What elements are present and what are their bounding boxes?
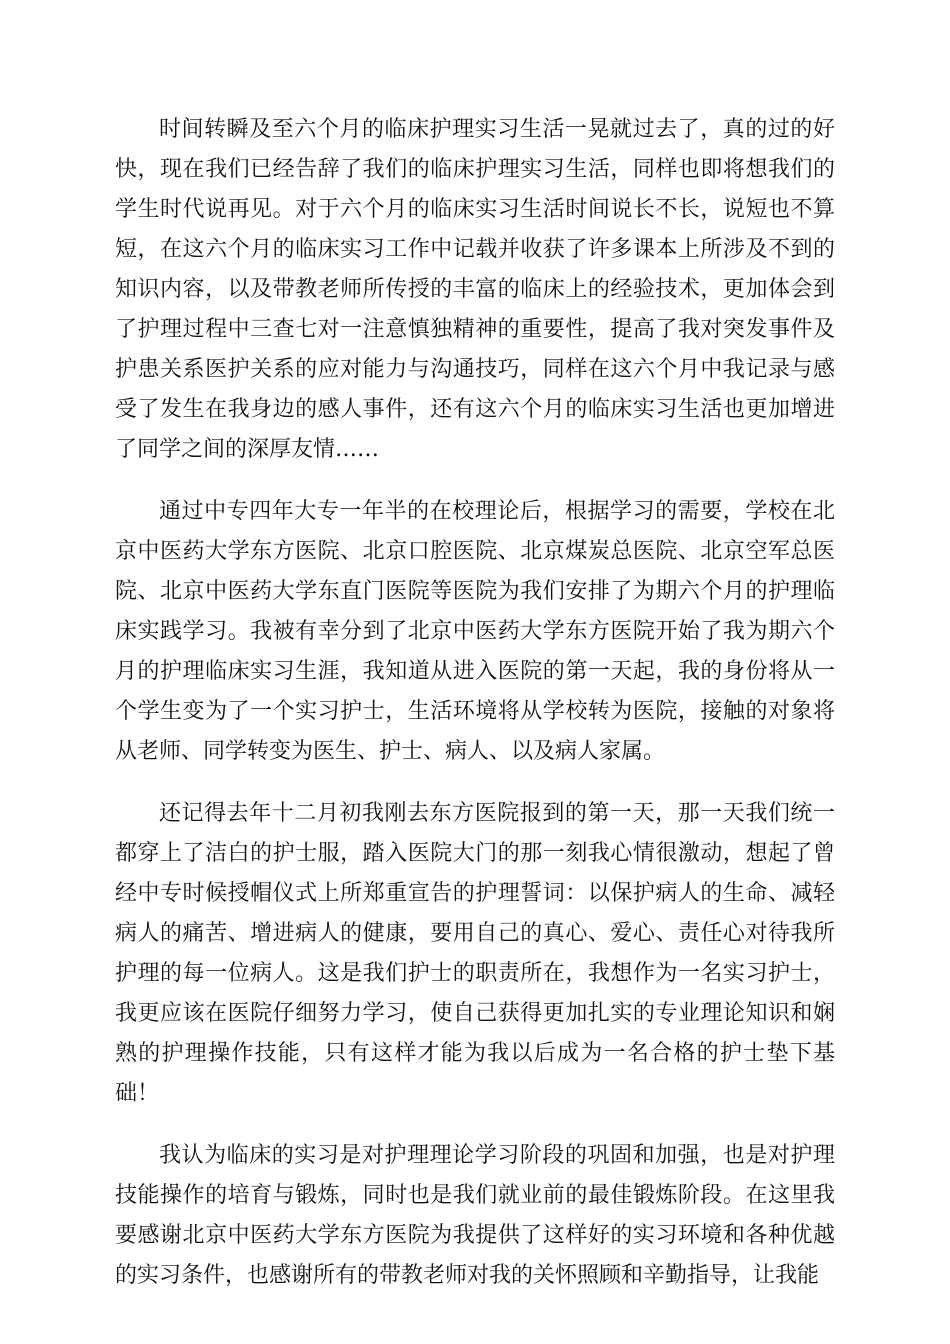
paragraph-3: 还记得去年十二月初我刚去东方医院报到的第一天，那一天我们统一都穿上了洁白的护士服，踏入医院大门的那一刻我心情很激动，想起了曾经中专时候授帽仪式上所郑重宣告的护理誓词：以保护病人的生命、减轻病人的痛苦、增进病人的健康，要用自己的真心、爱心、责任心对待我所护理的每一位病人。这是我们护士的职责所在，我想作为一名实习护士，我更应该在医院仔细努力学习，使自己获得更加扎实的专业理论知识和娴熟的护理操作技能，只有这样才能为我以后成为一名合格的护士垫下基础！	[115, 801, 835, 1106]
paragraph-2: 通过中专四年大专一年半的在校理论后，根据学习的需要，学校在北京中医药大学东方医院、北京口腔医院、北京煤炭总医院、北京空军总医院、北京中医药大学东直门医院等医院为我们安排了为期六个月的护理临床实践学习。我被有幸分到了北京中医药大学东方医院开始了我为期六个月的护理临床实习生涯，我知道从进入医院的第一天起，我的身份将从一个学生变为了一个实习护士，生活环境将从学校转为医院，接触的对象将从老师、同学转变为医生、护士、病人、以及病人家属。	[115, 499, 835, 764]
document-page	[115, 110, 835, 1296]
paragraph-1: 时间转瞬及至六个月的临床护理实习生活一晃就过去了，真的过的好快，现在我们已经告辞了我们的临床护理实习生活，同样也即将想我们的学生时代说再见。对于六个月的临床实习生活时间说长不长，说短也不算短，在这六个月的临床实习工作中记载并收获了许多课本上所涉及不到的知识内容，以及带教老师所传授的丰富的临床上的经验技术，更加体会到了护理过程中三查七对一注意慎独精神的重要性，提高了我对突发事件及护患关系医护关系的应对能力与沟通技巧，同样在这六个月中我记录与感受了发生在我身边的感人事件，还有这六个月的临床实习生活也更加增进了同学之间的深厚友情……	[115, 117, 835, 462]
paragraph-4: 我认为临床的实习是对护理理论学习阶段的巩固和加强，也是对护理技能操作的培育与锻炼，同时也是我们就业前的最佳锻炼阶段。在这里我要感谢北京中医药大学东方医院为我提供了这样好的实习环境和各种优越的实习条件，也感谢所有的带教老师对我的关怀照顾和辛勤指导，让我能	[115, 1143, 835, 1288]
